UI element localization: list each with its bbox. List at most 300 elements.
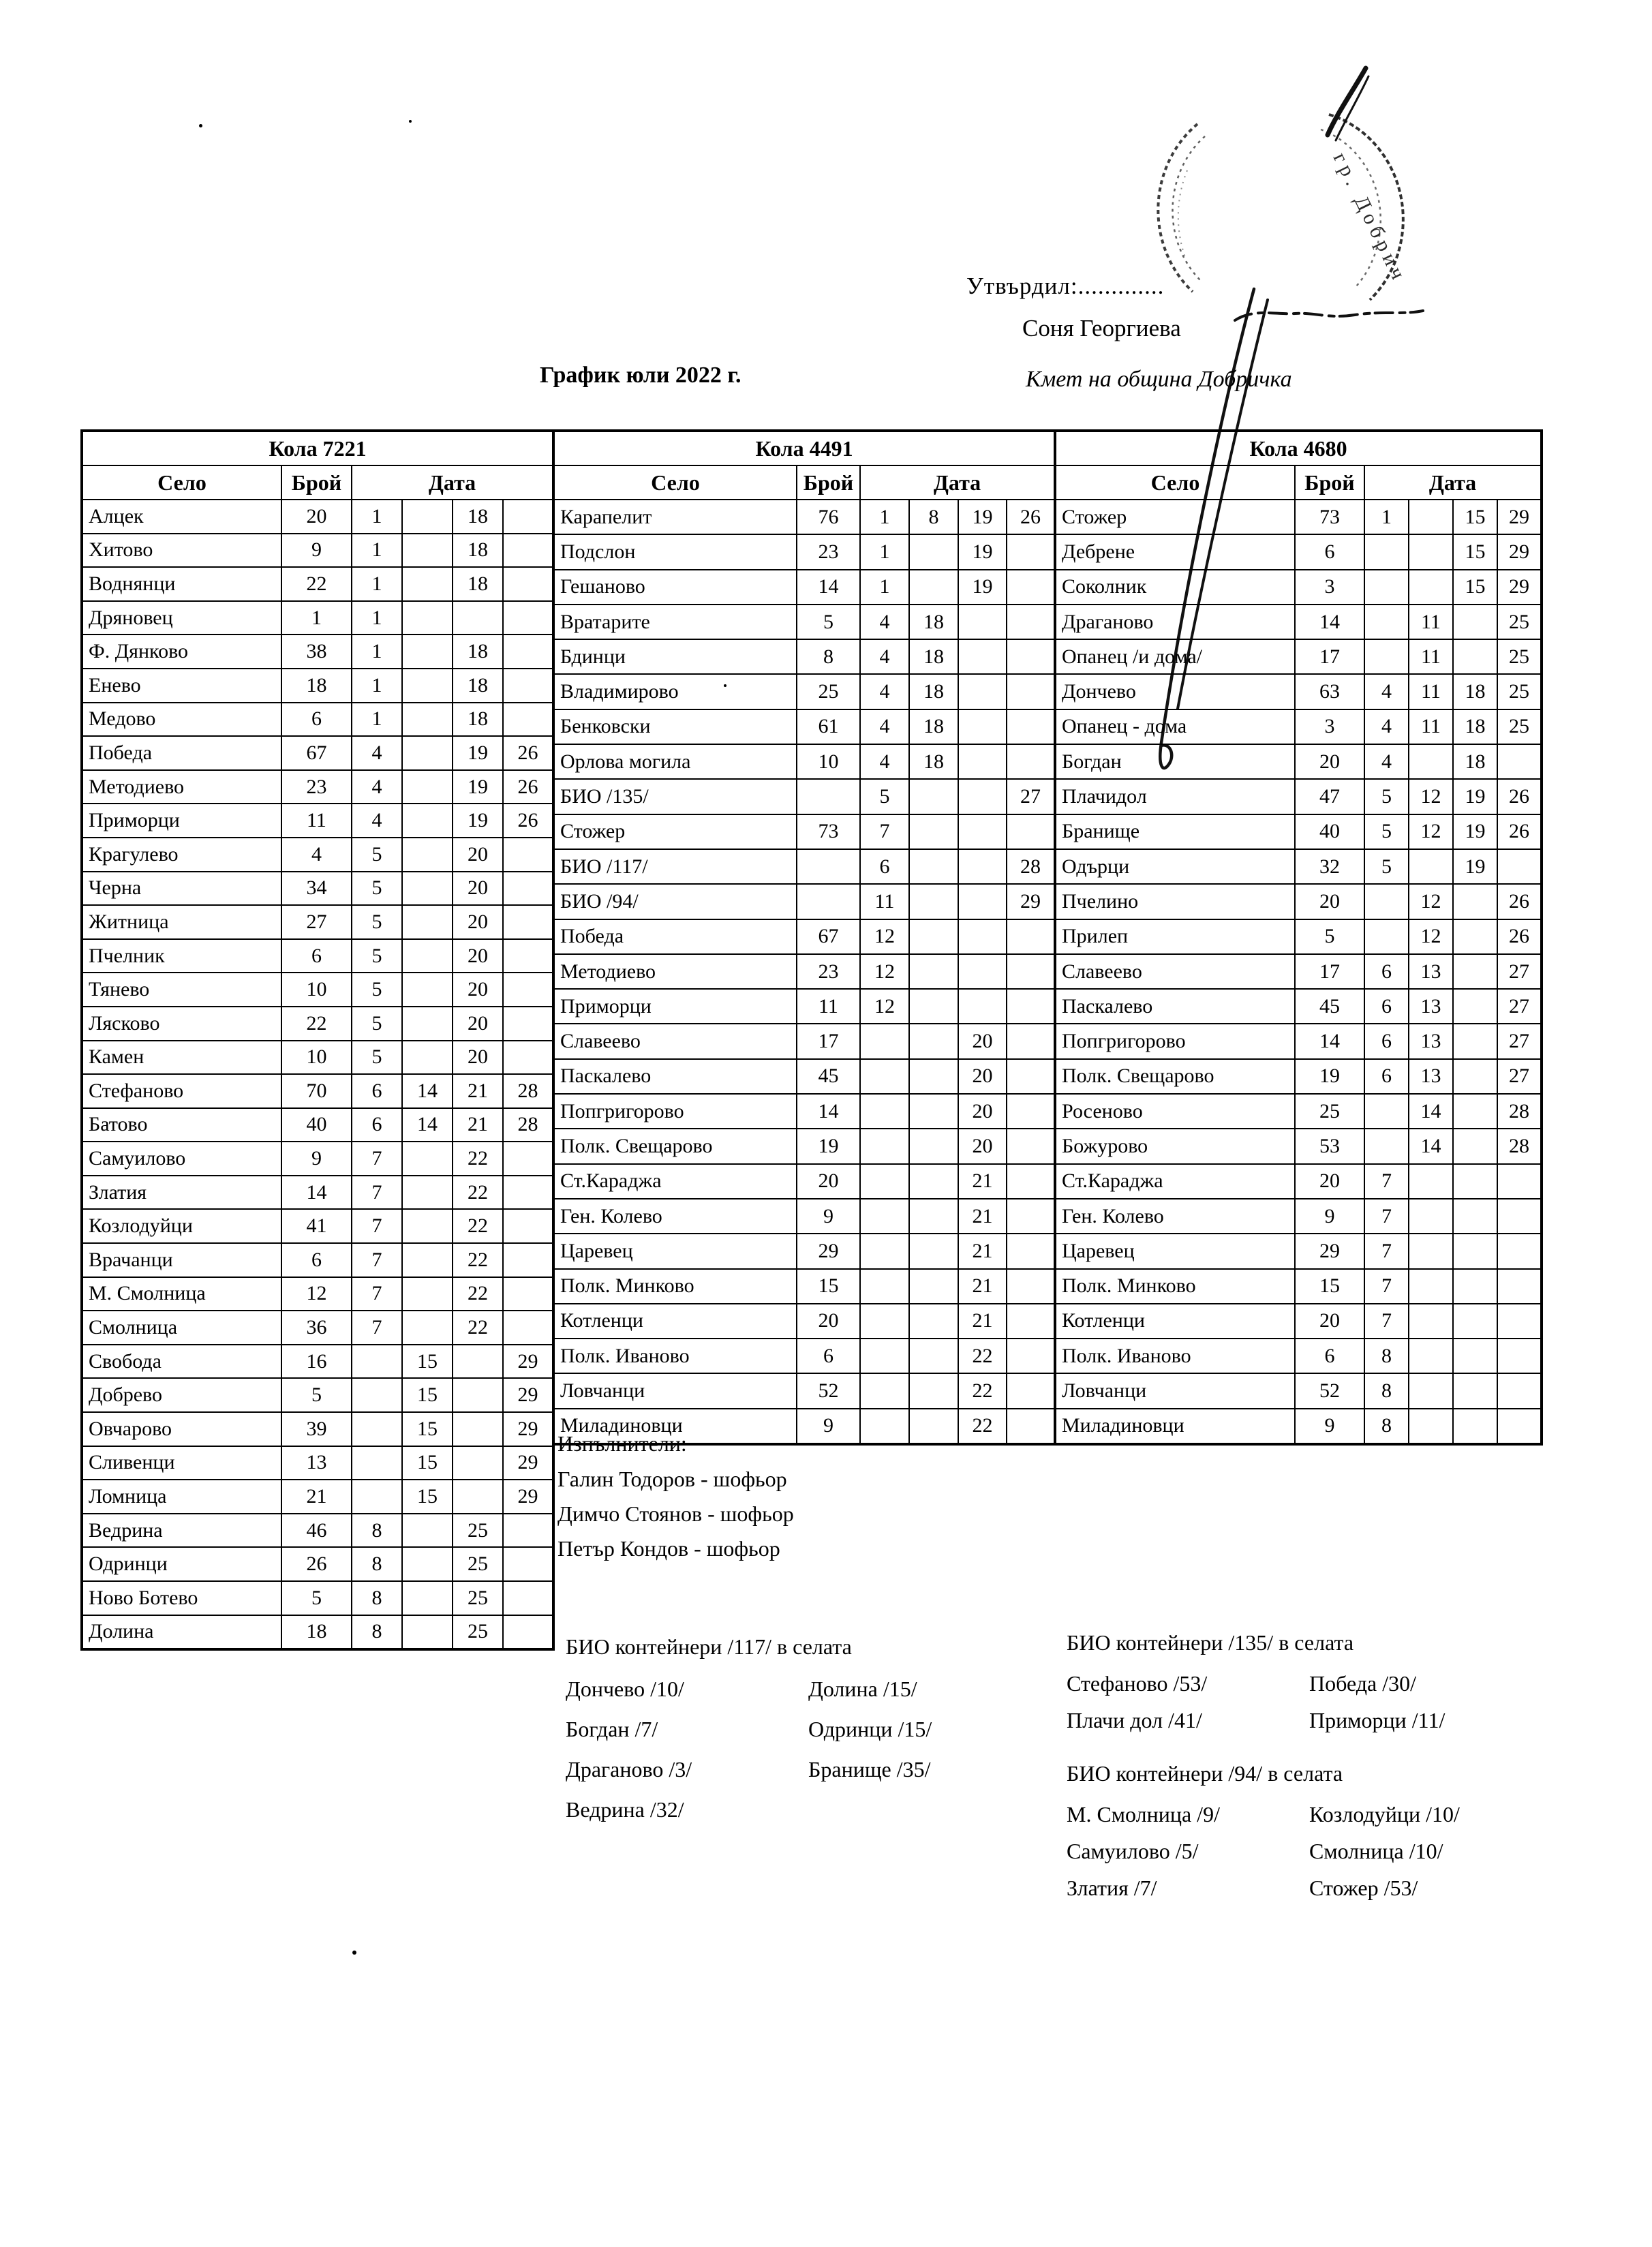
table-row bbox=[1055, 954, 1542, 989]
date-cell bbox=[453, 1480, 503, 1514]
count-cell: 15 bbox=[1295, 1269, 1364, 1304]
count-cell: 61 bbox=[797, 709, 860, 744]
date-cell bbox=[402, 1209, 453, 1243]
date-cell bbox=[1497, 1409, 1542, 1444]
date-cell: 14 bbox=[402, 1074, 453, 1108]
date-cell: 29 bbox=[503, 1345, 553, 1379]
date-cell: 28 bbox=[1497, 1129, 1542, 1163]
date-cell bbox=[1364, 639, 1409, 674]
table-row bbox=[553, 1059, 1055, 1094]
village-cell: Победа bbox=[553, 919, 797, 954]
date-cell bbox=[1453, 639, 1497, 674]
date-cell bbox=[958, 954, 1007, 989]
date-cell bbox=[1409, 1234, 1453, 1268]
count-cell: 6 bbox=[797, 1339, 860, 1373]
date-cell: 8 bbox=[352, 1581, 402, 1615]
table-row bbox=[82, 1142, 553, 1176]
count-cell: 15 bbox=[797, 1269, 860, 1304]
date-cell: 18 bbox=[909, 709, 958, 744]
table-row bbox=[553, 884, 1055, 919]
bio-item-left: М. Смолница /9/ bbox=[1067, 1802, 1220, 1826]
count-cell: 21 bbox=[281, 1480, 352, 1514]
column-header-village: Село bbox=[553, 465, 797, 500]
date-cell: 19 bbox=[958, 570, 1007, 605]
date-cell bbox=[402, 1581, 453, 1615]
count-cell: 6 bbox=[281, 703, 352, 737]
count-cell: 1 bbox=[281, 601, 352, 635]
date-cell bbox=[402, 1514, 453, 1548]
date-cell: 5 bbox=[860, 779, 909, 814]
date-cell bbox=[1364, 919, 1409, 954]
date-cell: 27 bbox=[1497, 954, 1542, 989]
table-row bbox=[553, 709, 1055, 744]
table-row bbox=[1055, 1234, 1542, 1268]
village-cell: Попгригорово bbox=[1055, 1024, 1295, 1058]
date-cell bbox=[402, 1142, 453, 1176]
bio-item-left: Ведрина /32/ bbox=[566, 1797, 684, 1822]
village-cell: Соколник bbox=[1055, 570, 1295, 605]
date-cell: 14 bbox=[1409, 1129, 1453, 1163]
table-row bbox=[82, 973, 553, 1007]
table-row bbox=[1055, 849, 1542, 884]
table-row bbox=[553, 1234, 1055, 1268]
count-cell: 22 bbox=[281, 567, 352, 601]
car-header: Кола 4491 bbox=[553, 431, 1055, 465]
date-cell: 18 bbox=[453, 635, 503, 669]
village-cell: Ст.Караджа bbox=[1055, 1164, 1295, 1199]
bio-item-right: Приморци /11/ bbox=[1309, 1708, 1446, 1732]
bio-section-3 bbox=[1067, 1761, 1460, 1906]
date-cell: 18 bbox=[453, 703, 503, 737]
date-cell bbox=[909, 1129, 958, 1163]
date-cell: 22 bbox=[453, 1209, 503, 1243]
date-cell: 7 bbox=[352, 1243, 402, 1277]
date-cell bbox=[909, 1339, 958, 1373]
table-row bbox=[1055, 1269, 1542, 1304]
date-cell bbox=[958, 884, 1007, 919]
date-cell bbox=[503, 1041, 553, 1075]
date-cell: 19 bbox=[1453, 779, 1497, 814]
village-cell: Крагулево bbox=[82, 838, 281, 872]
count-cell: 27 bbox=[281, 905, 352, 939]
village-cell: Свобода bbox=[82, 1345, 281, 1379]
village-cell: Хитово bbox=[82, 534, 281, 568]
date-cell: 7 bbox=[352, 1142, 402, 1176]
date-cell: 29 bbox=[1497, 534, 1542, 569]
bio-section-1 bbox=[566, 1634, 932, 1830]
date-cell: 19 bbox=[453, 736, 503, 770]
bio-row bbox=[1067, 1869, 1460, 1906]
village-cell: Черна bbox=[82, 872, 281, 906]
table-row bbox=[1055, 779, 1542, 814]
date-cell bbox=[503, 567, 553, 601]
pen-tick-mark-thin bbox=[1336, 76, 1368, 140]
column-header-date: Дата bbox=[1364, 465, 1542, 500]
date-cell: 6 bbox=[1364, 1024, 1409, 1058]
table-row bbox=[553, 989, 1055, 1024]
table-row bbox=[1055, 709, 1542, 744]
table-row bbox=[553, 814, 1055, 849]
count-cell: 73 bbox=[797, 814, 860, 849]
date-cell bbox=[1364, 534, 1409, 569]
date-cell bbox=[1364, 1094, 1409, 1129]
date-cell bbox=[1453, 1409, 1497, 1444]
date-cell: 5 bbox=[1364, 814, 1409, 849]
date-cell bbox=[453, 1378, 503, 1412]
bio-item-left: Богдан /7/ bbox=[566, 1717, 658, 1741]
date-cell bbox=[402, 736, 453, 770]
date-cell: 29 bbox=[1497, 500, 1542, 534]
date-cell bbox=[1453, 1024, 1497, 1058]
date-cell: 19 bbox=[958, 534, 1007, 569]
car-table-2 bbox=[552, 429, 1056, 1446]
date-cell: 22 bbox=[453, 1176, 503, 1210]
table-row bbox=[1055, 884, 1542, 919]
date-cell: 8 bbox=[352, 1615, 402, 1650]
village-cell: Опанец /и дома/ bbox=[1055, 639, 1295, 674]
date-cell bbox=[1409, 1199, 1453, 1234]
date-cell: 12 bbox=[1409, 779, 1453, 814]
table-row bbox=[553, 1129, 1055, 1163]
date-cell: 28 bbox=[503, 1108, 553, 1142]
date-cell bbox=[958, 779, 1007, 814]
village-cell: Паскалево bbox=[553, 1059, 797, 1094]
date-cell bbox=[402, 1615, 453, 1650]
village-cell: Полк. Иваново bbox=[1055, 1339, 1295, 1373]
date-cell: 26 bbox=[503, 736, 553, 770]
bio-item-left: Самуилово /5/ bbox=[1067, 1839, 1199, 1863]
date-cell: 18 bbox=[1453, 709, 1497, 744]
table-row bbox=[553, 500, 1055, 534]
count-cell: 12 bbox=[281, 1277, 352, 1311]
date-cell bbox=[402, 872, 453, 906]
count-cell: 10 bbox=[281, 1041, 352, 1075]
date-cell bbox=[1409, 1339, 1453, 1373]
column-header-village: Село bbox=[82, 465, 281, 500]
date-cell: 20 bbox=[453, 838, 503, 872]
table-row bbox=[553, 779, 1055, 814]
village-cell: Лясково bbox=[82, 1007, 281, 1041]
car-table-3 bbox=[1054, 429, 1543, 1446]
village-cell: Ломница bbox=[82, 1480, 281, 1514]
date-cell: 1 bbox=[352, 567, 402, 601]
table-row bbox=[82, 804, 553, 838]
count-cell: 45 bbox=[1295, 989, 1364, 1024]
date-cell: 21 bbox=[958, 1304, 1007, 1339]
date-cell bbox=[503, 1007, 553, 1041]
date-cell: 18 bbox=[909, 605, 958, 639]
village-cell: Котленци bbox=[553, 1304, 797, 1339]
date-cell bbox=[1364, 570, 1409, 605]
date-cell: 29 bbox=[503, 1412, 553, 1446]
date-cell bbox=[1497, 744, 1542, 779]
bio-section-heading: БИО контейнери /94/ в селата bbox=[1067, 1761, 1343, 1786]
date-cell: 6 bbox=[1364, 989, 1409, 1024]
date-cell bbox=[503, 534, 553, 568]
count-cell: 17 bbox=[797, 1024, 860, 1058]
date-cell bbox=[402, 567, 453, 601]
village-cell: Дряновец bbox=[82, 601, 281, 635]
date-cell: 6 bbox=[1364, 1059, 1409, 1094]
table-row bbox=[1055, 1339, 1542, 1373]
count-cell: 20 bbox=[1295, 1164, 1364, 1199]
village-cell: Владимирово bbox=[553, 674, 797, 709]
table-row bbox=[553, 1199, 1055, 1234]
table-row bbox=[1055, 989, 1542, 1024]
date-cell bbox=[958, 744, 1007, 779]
table-row bbox=[1055, 1059, 1542, 1094]
date-cell: 19 bbox=[958, 500, 1007, 534]
table-row bbox=[1055, 570, 1542, 605]
date-cell bbox=[402, 905, 453, 939]
bio-section-2 bbox=[1067, 1630, 1445, 1739]
count-cell: 23 bbox=[281, 770, 352, 804]
column-header-count: Брой bbox=[1295, 465, 1364, 500]
village-cell: БИО /135/ bbox=[553, 779, 797, 814]
date-cell bbox=[503, 1581, 553, 1615]
date-cell bbox=[860, 1164, 909, 1199]
bio-row bbox=[566, 1790, 932, 1830]
date-cell: 7 bbox=[352, 1209, 402, 1243]
car-header: Кола 4680 bbox=[1055, 431, 1542, 465]
date-cell: 7 bbox=[860, 814, 909, 849]
date-cell bbox=[1409, 500, 1453, 534]
date-cell bbox=[860, 1234, 909, 1268]
date-cell: 21 bbox=[958, 1234, 1007, 1268]
table-row bbox=[82, 872, 553, 906]
date-cell: 20 bbox=[453, 1041, 503, 1075]
table-row bbox=[1055, 1409, 1542, 1444]
count-cell: 5 bbox=[281, 1581, 352, 1615]
stamp-right-arc-icon bbox=[1321, 114, 1411, 300]
date-cell: 12 bbox=[1409, 884, 1453, 919]
village-cell: Полк. Свещарово bbox=[553, 1129, 797, 1163]
bio-item-right: Козлодуйци /10/ bbox=[1309, 1802, 1460, 1826]
date-cell bbox=[402, 635, 453, 669]
count-cell: 39 bbox=[281, 1412, 352, 1446]
date-cell: 20 bbox=[958, 1129, 1007, 1163]
date-cell bbox=[909, 1024, 958, 1058]
table-row bbox=[82, 500, 553, 534]
date-cell bbox=[860, 1409, 909, 1444]
table-row bbox=[82, 635, 553, 669]
date-cell bbox=[503, 939, 553, 973]
page-title: График юли 2022 г. bbox=[540, 363, 741, 388]
date-cell: 4 bbox=[1364, 709, 1409, 744]
date-cell bbox=[1007, 674, 1055, 709]
village-cell: Одринци bbox=[82, 1547, 281, 1581]
date-cell: 7 bbox=[1364, 1269, 1409, 1304]
date-cell bbox=[1453, 919, 1497, 954]
date-cell: 12 bbox=[1409, 919, 1453, 954]
date-cell bbox=[860, 1024, 909, 1058]
date-cell: 19 bbox=[1453, 814, 1497, 849]
village-cell: Камен bbox=[82, 1041, 281, 1075]
date-cell bbox=[1007, 1094, 1055, 1129]
table-row bbox=[553, 919, 1055, 954]
date-cell: 27 bbox=[1497, 1059, 1542, 1094]
date-cell bbox=[453, 1345, 503, 1379]
date-cell bbox=[402, 1041, 453, 1075]
table-row bbox=[82, 1108, 553, 1142]
village-cell: Вратарите bbox=[553, 605, 797, 639]
table-row bbox=[553, 1094, 1055, 1129]
village-cell: Житница bbox=[82, 905, 281, 939]
column-header-count: Брой bbox=[797, 465, 860, 500]
count-cell: 76 bbox=[797, 500, 860, 534]
date-cell: 1 bbox=[352, 703, 402, 737]
date-cell bbox=[1409, 744, 1453, 779]
village-cell: Воднянци bbox=[82, 567, 281, 601]
date-cell: 27 bbox=[1497, 1024, 1542, 1058]
date-cell bbox=[503, 1615, 553, 1650]
table-row bbox=[82, 1514, 553, 1548]
village-cell: Полк. Минково bbox=[553, 1269, 797, 1304]
village-cell: Ловчанци bbox=[553, 1373, 797, 1408]
date-cell: 22 bbox=[453, 1311, 503, 1345]
count-cell: 18 bbox=[281, 669, 352, 703]
village-cell: Пчелник bbox=[82, 939, 281, 973]
date-cell: 25 bbox=[453, 1581, 503, 1615]
village-cell: Приморци bbox=[82, 804, 281, 838]
count-cell: 52 bbox=[797, 1373, 860, 1408]
bio-item-right: Смолница /10/ bbox=[1309, 1839, 1443, 1863]
date-cell bbox=[1007, 954, 1055, 989]
date-cell bbox=[909, 1373, 958, 1408]
date-cell bbox=[503, 1176, 553, 1210]
date-cell: 7 bbox=[1364, 1164, 1409, 1199]
date-cell bbox=[1007, 1129, 1055, 1163]
car-table-1 bbox=[80, 429, 555, 1651]
date-cell bbox=[1007, 744, 1055, 779]
table-row bbox=[82, 1209, 553, 1243]
date-cell bbox=[1409, 849, 1453, 884]
date-cell: 8 bbox=[352, 1514, 402, 1548]
date-cell bbox=[958, 674, 1007, 709]
date-cell bbox=[909, 1199, 958, 1234]
date-cell bbox=[909, 814, 958, 849]
date-cell: 13 bbox=[1409, 1059, 1453, 1094]
village-cell: Ген. Колево bbox=[553, 1199, 797, 1234]
village-cell: Ген. Колево bbox=[1055, 1199, 1295, 1234]
table-row bbox=[1055, 1129, 1542, 1163]
date-cell bbox=[1409, 1269, 1453, 1304]
table-row bbox=[82, 1243, 553, 1277]
date-cell: 5 bbox=[1364, 779, 1409, 814]
village-cell: Бранище bbox=[1055, 814, 1295, 849]
date-cell bbox=[909, 1304, 958, 1339]
village-cell: Карапелит bbox=[553, 500, 797, 534]
date-cell bbox=[352, 1480, 402, 1514]
date-cell: 11 bbox=[1409, 605, 1453, 639]
date-cell: 25 bbox=[1497, 639, 1542, 674]
date-cell: 20 bbox=[453, 973, 503, 1007]
count-cell: 9 bbox=[281, 534, 352, 568]
village-cell: Божурово bbox=[1055, 1129, 1295, 1163]
date-cell: 18 bbox=[453, 567, 503, 601]
date-cell: 15 bbox=[1453, 534, 1497, 569]
date-cell bbox=[1453, 1094, 1497, 1129]
table-row bbox=[82, 770, 553, 804]
date-cell: 21 bbox=[453, 1108, 503, 1142]
village-cell: Долина bbox=[82, 1615, 281, 1650]
table-row bbox=[553, 954, 1055, 989]
village-cell: Самуилово bbox=[82, 1142, 281, 1176]
count-cell: 3 bbox=[1295, 570, 1364, 605]
table-row bbox=[82, 1007, 553, 1041]
date-cell: 6 bbox=[352, 1074, 402, 1108]
table-row bbox=[82, 1547, 553, 1581]
village-cell: Подслон bbox=[553, 534, 797, 569]
count-cell: 17 bbox=[1295, 639, 1364, 674]
date-cell: 29 bbox=[503, 1378, 553, 1412]
stamp-city-text: гр. Добрич bbox=[1328, 149, 1412, 288]
date-cell bbox=[352, 1412, 402, 1446]
date-cell bbox=[1497, 1234, 1542, 1268]
bio-item-right: Долина /15/ bbox=[808, 1677, 917, 1701]
date-cell: 19 bbox=[1453, 849, 1497, 884]
count-cell: 5 bbox=[281, 1378, 352, 1412]
date-cell: 20 bbox=[453, 939, 503, 973]
table-row bbox=[1055, 919, 1542, 954]
date-cell bbox=[503, 669, 553, 703]
count-cell bbox=[797, 849, 860, 884]
date-cell bbox=[1409, 1409, 1453, 1444]
date-cell bbox=[453, 1412, 503, 1446]
bio-item-right: Одринци /15/ bbox=[808, 1717, 932, 1741]
count-cell: 14 bbox=[1295, 1024, 1364, 1058]
car-header: Кола 7221 bbox=[82, 431, 553, 465]
date-cell: 1 bbox=[860, 570, 909, 605]
date-cell: 7 bbox=[352, 1277, 402, 1311]
village-cell: Стожер bbox=[553, 814, 797, 849]
count-cell: 6 bbox=[1295, 1339, 1364, 1373]
executors-block bbox=[557, 1431, 794, 1566]
date-cell bbox=[1007, 814, 1055, 849]
date-cell: 26 bbox=[1007, 500, 1055, 534]
bio-row bbox=[1067, 1796, 1460, 1833]
date-cell: 14 bbox=[402, 1108, 453, 1142]
bio-row bbox=[566, 1709, 932, 1749]
date-cell: 4 bbox=[352, 736, 402, 770]
bio-item-right: Победа /30/ bbox=[1309, 1671, 1417, 1696]
village-cell: Плачидол bbox=[1055, 779, 1295, 814]
date-cell: 22 bbox=[453, 1142, 503, 1176]
date-cell bbox=[1453, 1164, 1497, 1199]
date-cell bbox=[1453, 884, 1497, 919]
count-cell: 26 bbox=[281, 1547, 352, 1581]
count-cell: 22 bbox=[281, 1007, 352, 1041]
date-cell bbox=[1007, 709, 1055, 744]
date-cell: 8 bbox=[1364, 1373, 1409, 1408]
date-cell bbox=[860, 1094, 909, 1129]
date-cell bbox=[503, 703, 553, 737]
table-row bbox=[82, 1446, 553, 1480]
date-cell: 6 bbox=[860, 849, 909, 884]
date-cell bbox=[1453, 1373, 1497, 1408]
date-cell: 18 bbox=[909, 674, 958, 709]
date-cell: 20 bbox=[958, 1094, 1007, 1129]
date-cell: 25 bbox=[453, 1547, 503, 1581]
date-cell bbox=[503, 905, 553, 939]
date-cell: 22 bbox=[958, 1409, 1007, 1444]
date-cell: 15 bbox=[1453, 500, 1497, 534]
date-cell bbox=[958, 849, 1007, 884]
date-cell: 6 bbox=[1364, 954, 1409, 989]
date-cell bbox=[909, 534, 958, 569]
date-cell bbox=[1409, 570, 1453, 605]
table-row bbox=[1055, 674, 1542, 709]
